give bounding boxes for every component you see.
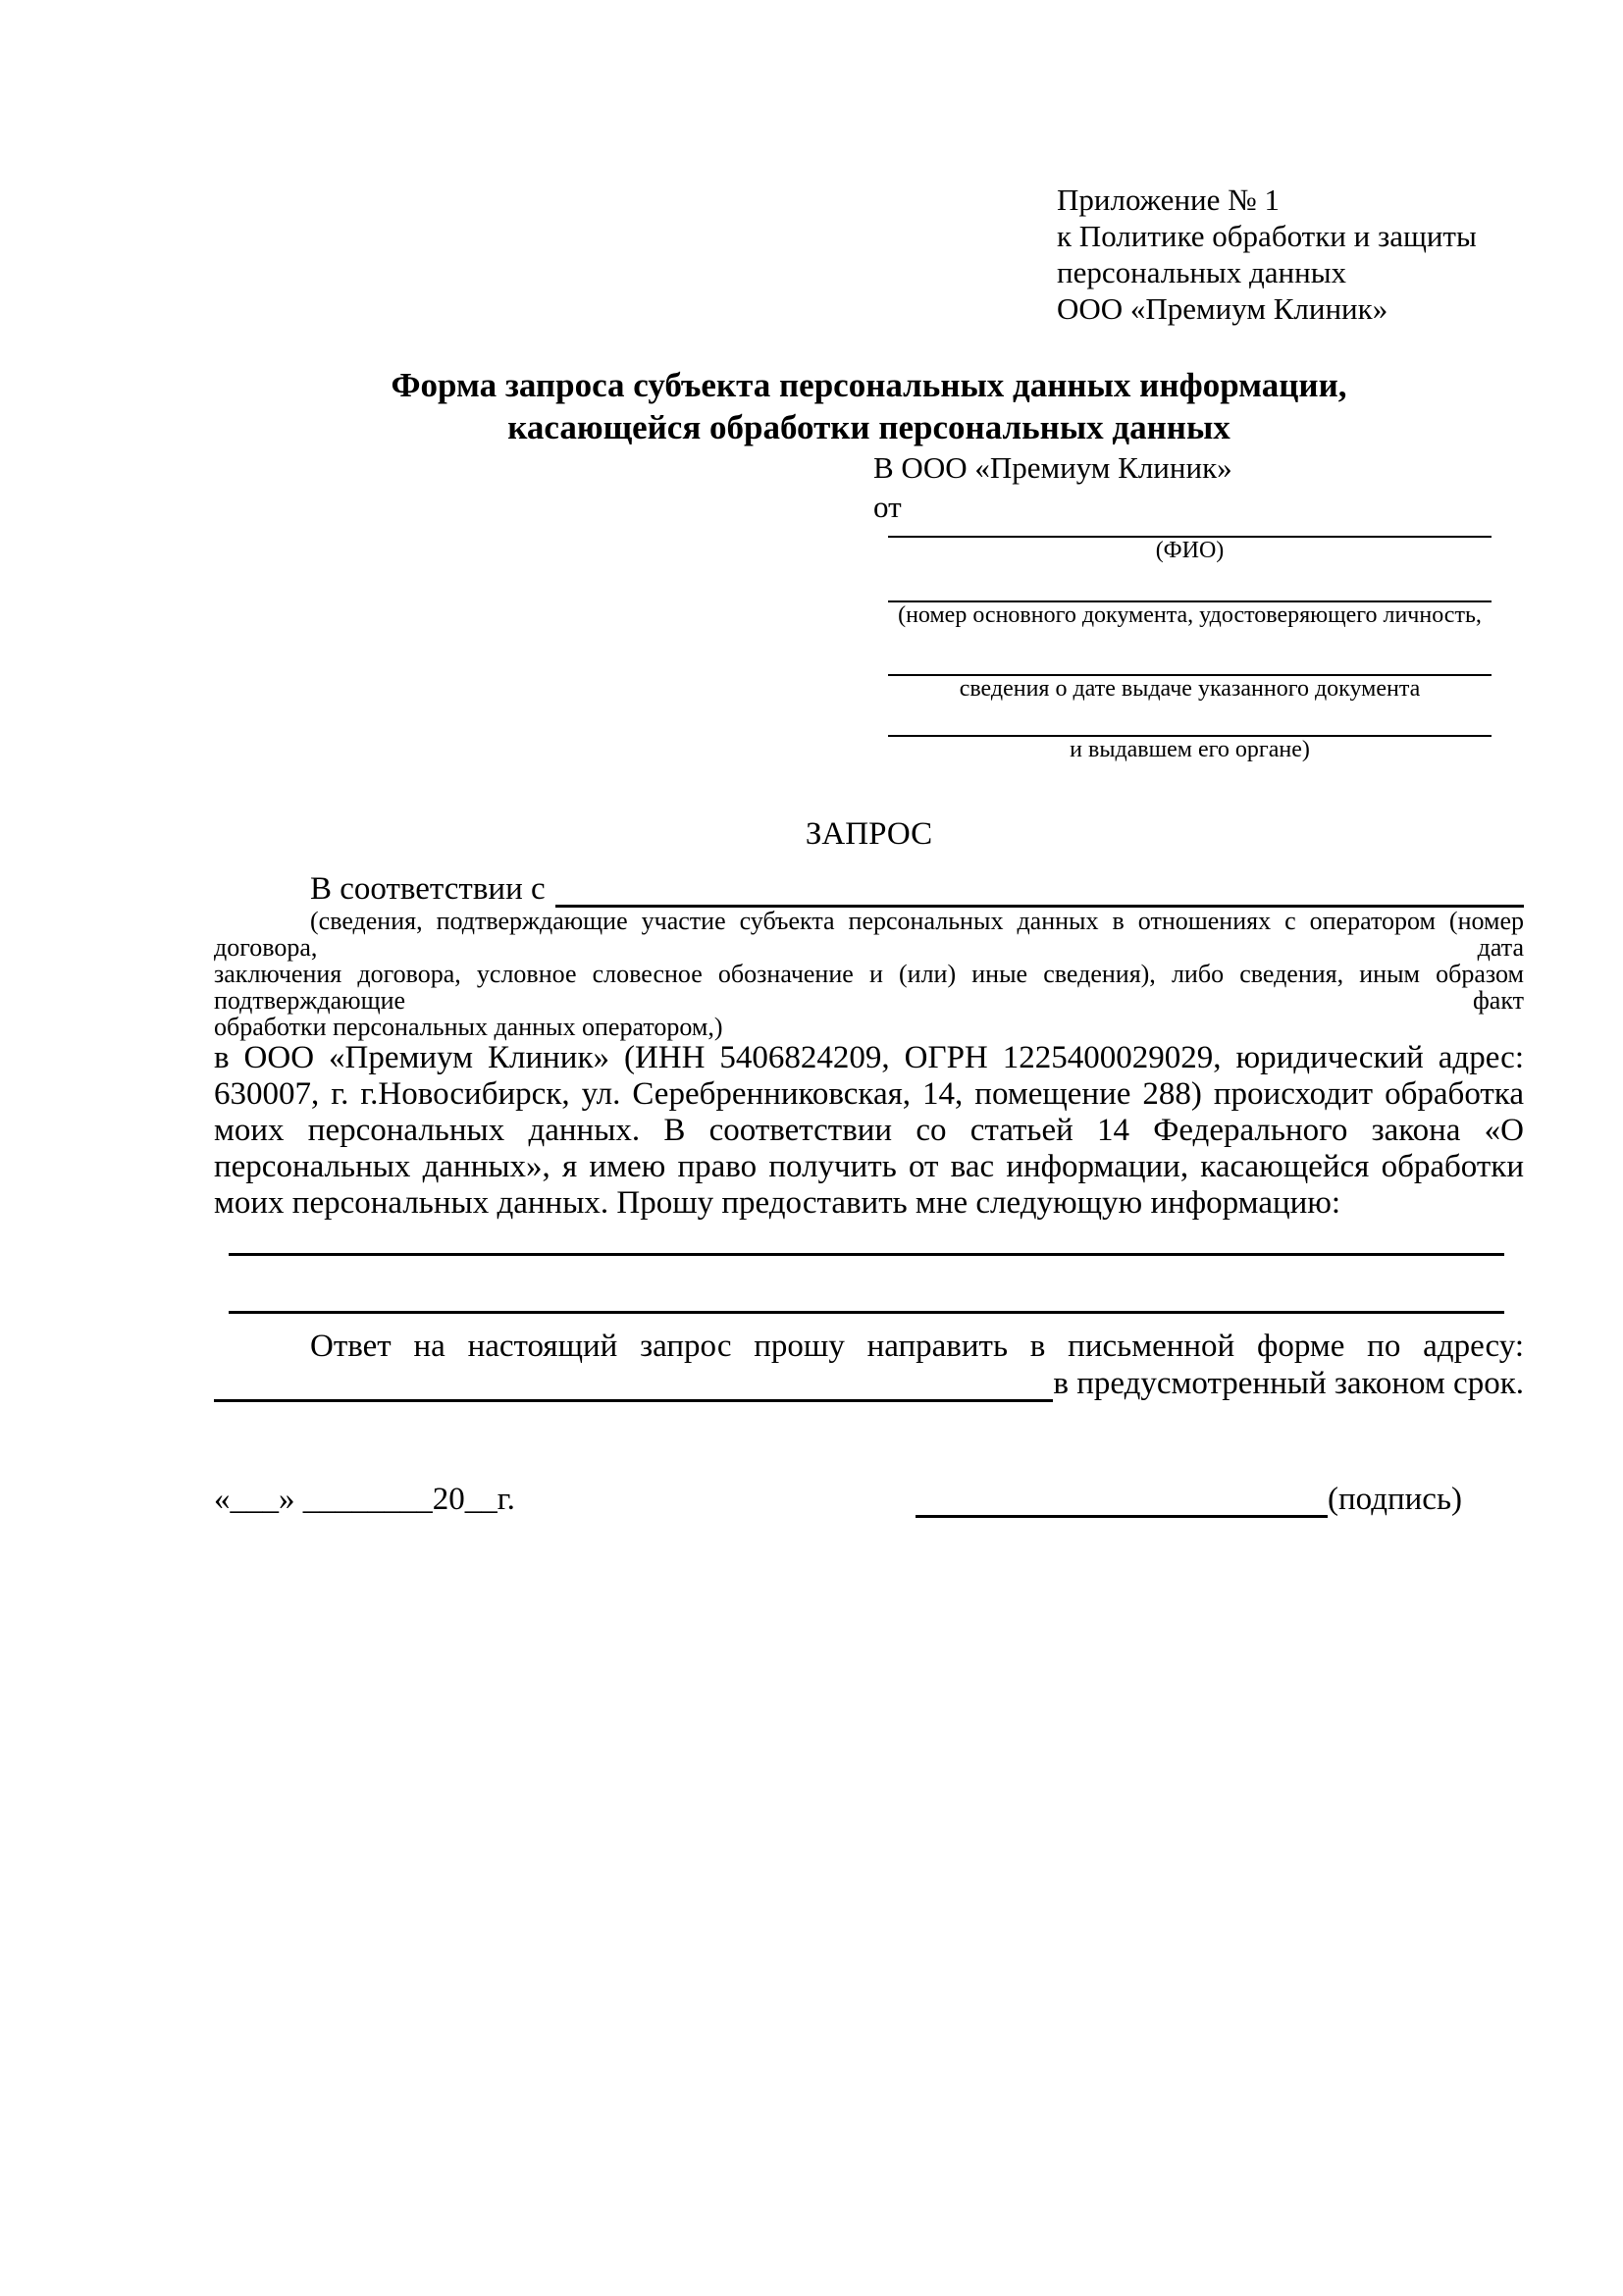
appendix-requisites-block — [1057, 182, 1524, 327]
document-title-line1: Форма запроса субъекта персональных данных информации, — [391, 366, 1347, 404]
body-line1: в ООО «Премиум Клиник» (ИНН 5406824209, ОГРН 1225400029029, юридический адрес: — [214, 1040, 1524, 1075]
signature-caption: (подпись) — [1328, 1482, 1462, 1517]
personal-data-line: персональных данных — [1057, 255, 1347, 289]
addressee-to: В ООО «Премиум Клиник» — [873, 450, 1232, 485]
fine-print-line1: (сведения, подтверждающие участие субъекта персональных данных в отношениях с оператором (номер договора, дата — [214, 907, 1524, 962]
signature-input-line[interactable] — [916, 1482, 1328, 1518]
intro-row — [214, 870, 1524, 908]
signature-area — [916, 1481, 1462, 1518]
intro-prefix: В соответствии с — [310, 871, 546, 907]
request-heading: ЗАПРОС — [805, 816, 933, 852]
body-line2: 630007, г. г.Новосибирск, ул. Серебренниковская, 14, помещение 288) происходит обработка — [214, 1076, 1524, 1112]
fine-print-line3: обработки персональных данных оператором,) — [214, 1013, 723, 1041]
fio-caption: (ФИО) — [1155, 538, 1225, 563]
reply-suffix: в предусмотренный законом срок. — [1053, 1366, 1524, 1401]
company-line: ООО «Премиум Клиник» — [1057, 291, 1388, 326]
fine-print-note — [214, 908, 1524, 1040]
basis-input-line[interactable] — [555, 871, 1524, 908]
addressee-block — [873, 448, 1501, 762]
issuing-authority-caption: и выдавшем его органе) — [1070, 737, 1310, 762]
document-content — [214, 182, 1524, 1518]
requested-info-input-line2[interactable] — [229, 1309, 1504, 1314]
body-line5: моих персональных данных. Прошу предоставить мне следующую информацию: — [214, 1185, 1341, 1221]
fine-print-line2: заключения договора, условное словесное обозначение и (или) иные сведения), либо сведения, иным образом подтверждающие факт — [214, 960, 1524, 1015]
policy-line: к Политике обработки и защиты — [1057, 219, 1477, 253]
document-number-caption: (номер основного документа, удостоверяющего личность, — [898, 602, 1482, 628]
addressee-fields — [888, 534, 1492, 762]
date-fill-in[interactable]: «___» ________20__г. — [214, 1482, 515, 1517]
reply-sentence: Ответ на настоящий запрос прошу направить в письменной форме по адресу: — [310, 1329, 1524, 1364]
date-signature-row — [214, 1481, 1524, 1518]
requested-info-input-line1[interactable] — [229, 1251, 1504, 1256]
body-line3: моих персональных данных. В соответствии со статьей 14 Федерального закона «О — [214, 1113, 1524, 1148]
document-title — [214, 364, 1524, 448]
addressee-from-label: от — [873, 490, 902, 524]
body-line4: персональных данных», я имею право получить от вас информации, касающейся обработки — [214, 1149, 1524, 1184]
reply-address-input-line[interactable] — [214, 1366, 1053, 1402]
request-body-paragraph — [214, 1040, 1524, 1222]
reply-paragraph — [214, 1328, 1524, 1402]
document-title-line2: касающейся обработки персональных данных — [507, 408, 1230, 446]
appendix-line: Приложение № 1 — [1057, 183, 1280, 217]
issue-date-caption: сведения о дате выдаче указанного документа — [959, 676, 1421, 702]
reply-address-row — [214, 1365, 1524, 1402]
